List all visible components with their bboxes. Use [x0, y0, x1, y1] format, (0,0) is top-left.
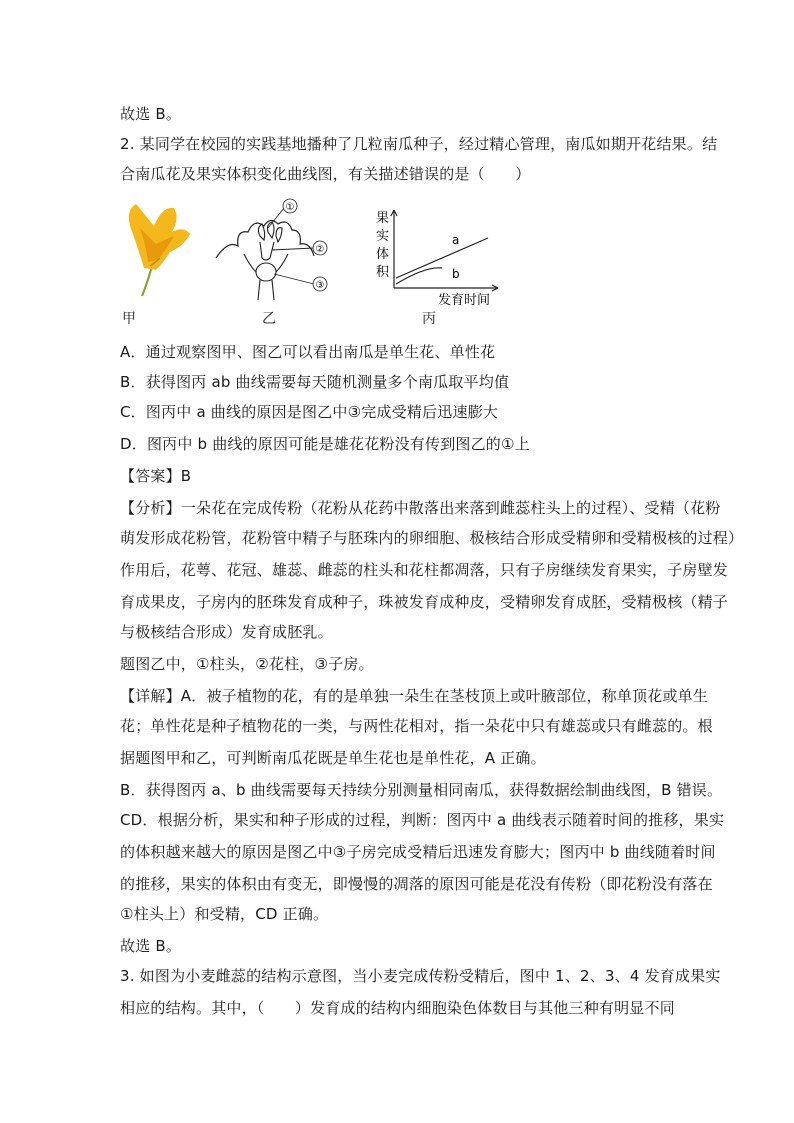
- answer-conclusion-q1: 故选 B。: [120, 105, 182, 123]
- x-axis-label: 发育时间: [438, 293, 491, 308]
- question-2-figures: [118, 196, 518, 328]
- callout-3: ③: [315, 280, 325, 291]
- y-axis-char-4: 积: [376, 265, 390, 280]
- analysis-line1: 【分析】一朵花在完成传粉（花粉从花药中散落出来落到雌蕊柱头上的过程）、受精（花粉: [120, 499, 721, 517]
- detail-line2: 花；单性花是种子植物花的一类，与两性花相对，指一朵花中只有雄蕊或只有雌蕊的。根: [120, 717, 713, 735]
- y-axis-char-1: 果: [376, 211, 390, 226]
- option-b: B．获得图丙 ab 曲线需要每天随机测量多个南瓜取平均值: [120, 373, 510, 391]
- flower-structure-diagram: [210, 196, 338, 308]
- detail-line3: 据题图甲和乙，可判断南瓜花既是单生花也是单性花，A 正确。: [120, 749, 546, 767]
- analysis-line2: 萌发形成花粉管，花粉管中精子与胚珠内的卵细胞、极核结合形成受精卵和受精极核的过程）: [120, 529, 744, 547]
- callout-1: ①: [285, 202, 295, 213]
- callout-2: ②: [315, 244, 325, 255]
- figure-jia-label: 甲: [122, 311, 136, 327]
- detail-line6: 的体积越来越大的原因是图乙中③子房完成受精后迅速发育膨大；图丙中 b 曲线随着时间: [120, 843, 716, 861]
- figure-explanation: 题图乙中，①柱头，②花柱，③子房。: [120, 655, 374, 673]
- question-2-stem-line2: 合南瓜花及果实体积变化曲线图，有关描述错误的是（ ）: [120, 165, 531, 183]
- analysis-line3: 作用后，花萼、花冠、雄蕊、雌蕊的柱头和花柱都凋落，只有子房继续发育果实，子房壁发: [120, 561, 729, 579]
- detail-line5: CD．根据分析，果实和种子形成的过程，判断：图丙中 a 曲线表示随着时间的推移，果实: [120, 811, 725, 829]
- curve-a-label: a: [452, 233, 460, 247]
- detail-line4: B．获得图丙 a、b 曲线需要每天持续分别测量相同南瓜，获得数据绘制曲线图，B 错误。: [120, 781, 723, 799]
- option-c: C．图丙中 a 曲线的原因是图乙中③完成受精后迅速膨大: [120, 403, 499, 421]
- detail-line7: 的推移，果实的体积由有变无，即慢慢的凋落的原因可能是花没有传粉（即花粉没有落在: [120, 875, 713, 893]
- question-3-stem-line2: 相应的结构。其中，（ ）发育成的结构内细胞染色体数目与其他三种有明显不同: [120, 999, 675, 1017]
- fruit-volume-graph: [366, 196, 516, 308]
- curve-a: [396, 238, 488, 278]
- option-a: A．通过观察图甲、图乙可以看出南瓜是单生花、单性花: [120, 343, 496, 361]
- analysis-line4: 育成果皮，子房内的胚珠发育成种子，珠被发育成种皮，受精卵发育成胚，受精极核（精子: [120, 593, 729, 611]
- detail-line1: 【详解】A．被子植物的花，有的是单独一朵生在茎枝顶上或叶腋部位，称单顶花或单生: [120, 687, 709, 705]
- question-2-stem-line1: 2. 某同学在校园的实践基地播种了几粒南瓜种子，经过精心管理，南瓜如期开花结果。结: [120, 135, 718, 153]
- y-axis-char-2: 实: [376, 229, 390, 244]
- y-axis-char-3: 体: [376, 247, 390, 262]
- question-3-stem-line1: 3. 如图为小麦雌蕊的结构示意图，当小麦完成传粉受精后，图中 1、2、3、4 发育成果实: [120, 967, 721, 985]
- detail-line8: ①柱头上）和受精，CD 正确。: [120, 905, 329, 923]
- option-d: D．图丙中 b 曲线的原因可能是雄花花粉没有传到图乙的①上: [120, 435, 530, 453]
- analysis-line5: 与极核结合形成）发育成胚乳。: [120, 623, 333, 641]
- answer-conclusion-q2: 故选 B。: [120, 937, 182, 955]
- curve-b: [396, 268, 442, 284]
- figure-yi-label: 乙: [262, 311, 276, 327]
- pumpkin-flower-image: [118, 196, 198, 308]
- curve-b-label: b: [452, 267, 460, 281]
- answer-line: 【答案】B: [120, 467, 192, 485]
- figure-bing-label: 丙: [422, 311, 436, 327]
